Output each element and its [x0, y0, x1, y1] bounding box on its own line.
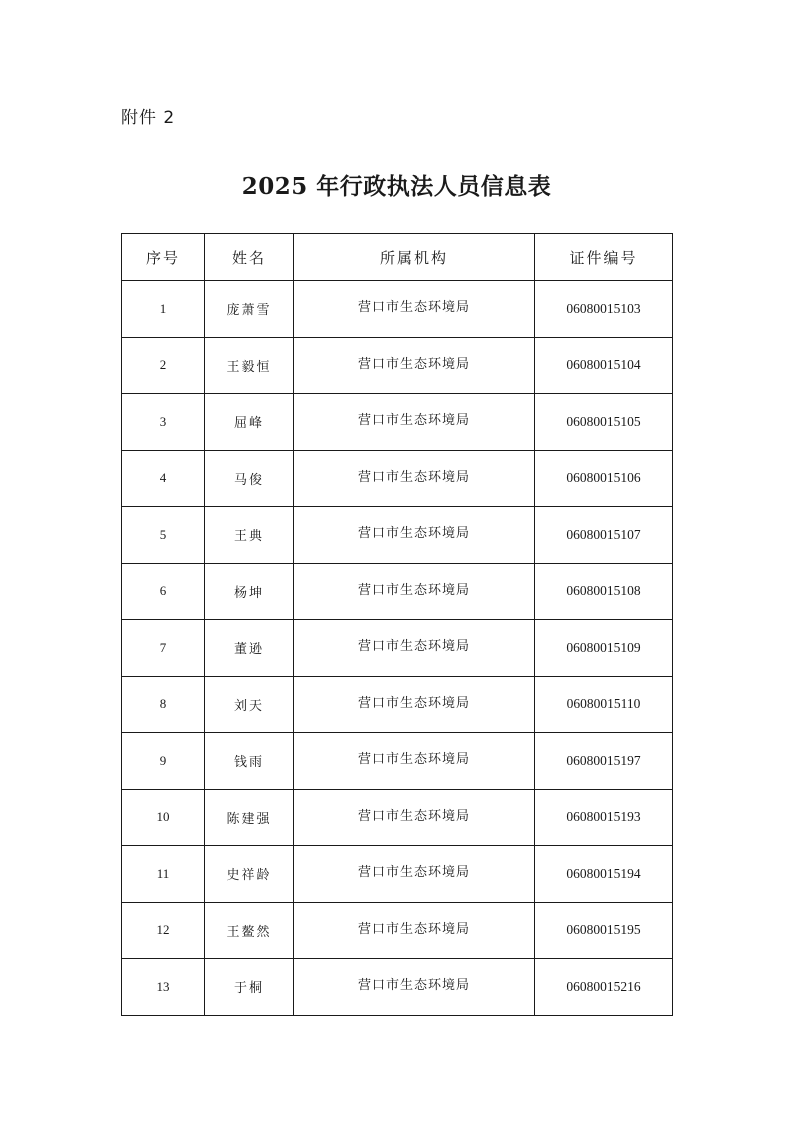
- row-org-cell: [294, 563, 535, 620]
- row-index: 4: [122, 450, 205, 507]
- personnel-table: [121, 233, 673, 1016]
- row-index: 11: [122, 846, 205, 903]
- table-row: [122, 902, 673, 959]
- row-name: 钱雨: [205, 733, 294, 790]
- row-org: 营口市生态环境局: [357, 413, 470, 429]
- row-name: 杨坤: [205, 563, 294, 620]
- row-cert-number: 06080015110: [535, 676, 673, 733]
- row-name: 刘天: [205, 676, 294, 733]
- row-org-cell: [294, 902, 535, 959]
- row-org: 营口市生态环境局: [357, 865, 470, 881]
- table-row: [122, 959, 673, 1016]
- row-org: 营口市生态环境局: [357, 300, 470, 316]
- row-org: 营口市生态环境局: [357, 978, 470, 994]
- row-index: 13: [122, 959, 205, 1016]
- row-cert-number: 06080015193: [535, 789, 673, 846]
- attachment-label: 附件 2: [121, 108, 176, 128]
- row-index: 10: [122, 789, 205, 846]
- header-name: 姓名: [205, 234, 294, 281]
- header-org: 所属机构: [294, 234, 535, 281]
- row-cert-number: 06080015194: [535, 846, 673, 903]
- row-org: 营口市生态环境局: [357, 356, 470, 372]
- table-row: [122, 563, 673, 620]
- row-name: 史祥龄: [205, 846, 294, 903]
- table-row: [122, 676, 673, 733]
- row-index: 1: [122, 281, 205, 338]
- row-name: 于桐: [205, 959, 294, 1016]
- table-row: [122, 394, 673, 451]
- table-row: [122, 450, 673, 507]
- table-body: [122, 281, 673, 1016]
- row-org: 营口市生态环境局: [357, 639, 470, 655]
- row-cert-number: 06080015195: [535, 902, 673, 959]
- row-org-cell: [294, 733, 535, 790]
- row-cert-number: 06080015216: [535, 959, 673, 1016]
- header-row: [122, 234, 673, 281]
- row-cert-number: 06080015197: [535, 733, 673, 790]
- row-index: 8: [122, 676, 205, 733]
- table-row: [122, 507, 673, 564]
- table-row: [122, 789, 673, 846]
- row-org-cell: [294, 789, 535, 846]
- row-org: 营口市生态环境局: [357, 469, 470, 485]
- row-org: 营口市生态环境局: [357, 695, 470, 711]
- row-index: 7: [122, 620, 205, 677]
- row-org: 营口市生态环境局: [357, 582, 470, 598]
- row-name: 王典: [205, 507, 294, 564]
- row-index: 2: [122, 337, 205, 394]
- table-row: [122, 281, 673, 338]
- row-org: 营口市生态环境局: [357, 808, 470, 824]
- row-org: 营口市生态环境局: [357, 526, 470, 542]
- row-cert-number: 06080015103: [535, 281, 673, 338]
- row-name: 屈峰: [205, 394, 294, 451]
- row-cert-number: 06080015106: [535, 450, 673, 507]
- row-cert-number: 06080015107: [535, 507, 673, 564]
- table-row: [122, 733, 673, 790]
- row-index: 5: [122, 507, 205, 564]
- row-org-cell: [294, 620, 535, 677]
- row-org: 营口市生态环境局: [357, 921, 470, 937]
- row-cert-number: 06080015109: [535, 620, 673, 677]
- row-org-cell: [294, 337, 535, 394]
- table-row: [122, 337, 673, 394]
- row-name: 王毅恒: [205, 337, 294, 394]
- row-index: 9: [122, 733, 205, 790]
- row-index: 6: [122, 563, 205, 620]
- row-org-cell: [294, 281, 535, 338]
- table-row: [122, 846, 673, 903]
- row-org-cell: [294, 846, 535, 903]
- row-org-cell: [294, 507, 535, 564]
- row-org-cell: [294, 394, 535, 451]
- row-name: 马俊: [205, 450, 294, 507]
- row-org-cell: [294, 676, 535, 733]
- row-cert-number: 06080015108: [535, 563, 673, 620]
- row-org: 营口市生态环境局: [357, 752, 470, 768]
- row-org-cell: [294, 959, 535, 1016]
- row-name: 王鳌然: [205, 902, 294, 959]
- document-title: 2025 年行政执法人员信息表: [241, 173, 552, 200]
- header-cert: 证件编号: [535, 234, 673, 281]
- row-org-cell: [294, 450, 535, 507]
- row-cert-number: 06080015104: [535, 337, 673, 394]
- row-index: 3: [122, 394, 205, 451]
- row-index: 12: [122, 902, 205, 959]
- table-row: [122, 620, 673, 677]
- header-index: 序号: [122, 234, 205, 281]
- row-cert-number: 06080015105: [535, 394, 673, 451]
- row-name: 陈建强: [205, 789, 294, 846]
- row-name: 董逊: [205, 620, 294, 677]
- row-name: 庞萧雪: [205, 281, 294, 338]
